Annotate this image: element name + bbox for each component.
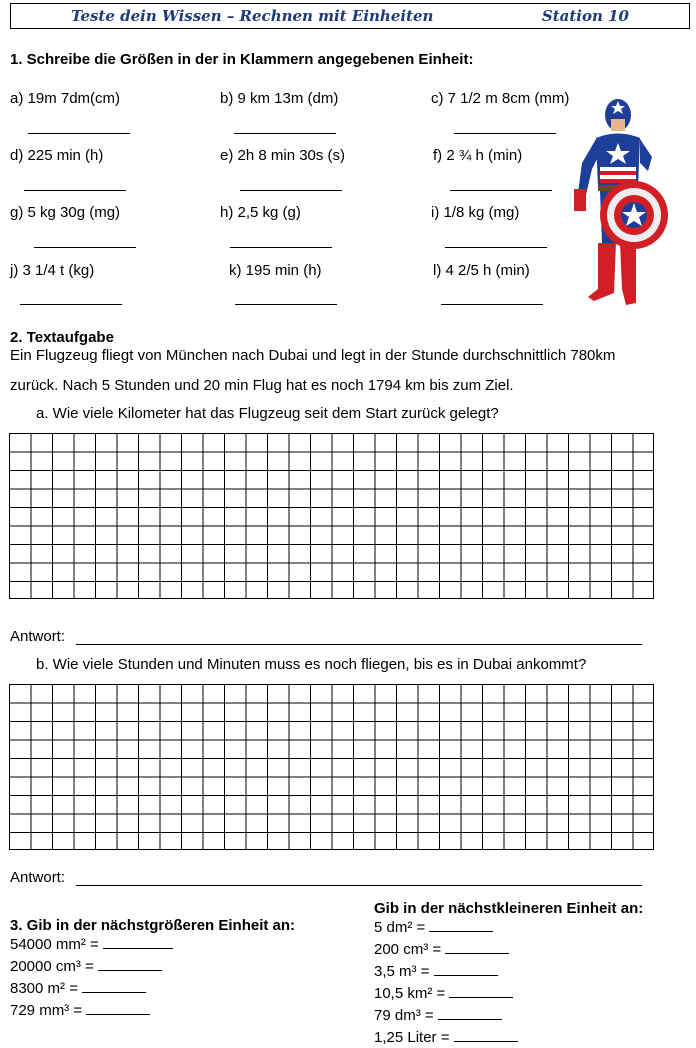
left-blank-4[interactable] <box>86 1002 150 1015</box>
item-e: e) 2h 8 min 30s (s) <box>220 147 346 164</box>
captain-america-figure-icon <box>568 93 672 313</box>
right-item-6: 1,25 Liter = <box>374 1029 518 1046</box>
answer-blank-g[interactable] <box>34 247 136 248</box>
worksheet-title: Teste dein Wissen – Rechnen mit Einheiten <box>71 7 434 25</box>
right-blank-4[interactable] <box>449 985 513 998</box>
right-item-4: 10,5 km² = <box>374 985 513 1002</box>
item-k: k) 195 min (h) <box>229 262 322 279</box>
left-item-2: 20000 cm³ = <box>10 958 162 975</box>
answer-blank-b[interactable] <box>234 133 336 134</box>
item-b: b) 9 km 13m (dm) <box>220 90 339 107</box>
section3-heading-right: Gib in der nächstkleineren Einheit an: <box>374 900 644 917</box>
answer-line-b[interactable] <box>76 885 642 886</box>
item-g: g) 5 kg 30g (mg) <box>10 204 121 221</box>
item-c: c) 7 1/2 m 8cm (mm) <box>431 90 570 107</box>
answer-blank-c[interactable] <box>454 133 556 134</box>
left-item-3: 8300 m² = <box>10 980 146 997</box>
item-l: l) 4 2/5 h (min) <box>433 262 530 279</box>
left-item-4: 729 mm³ = <box>10 1002 150 1019</box>
header-box <box>10 3 690 29</box>
right-item-5: 79 dm³ = <box>374 1007 502 1024</box>
section1-heading: 1. Schreibe die Größen in der in Klammern angegebenen Einheit: <box>10 51 474 68</box>
left-blank-2[interactable] <box>98 958 162 971</box>
answer-blank-i[interactable] <box>445 247 547 248</box>
left-item-1: 54000 mm² = <box>10 936 173 953</box>
right-item-3: 3,5 m³ = <box>374 963 498 980</box>
section3-heading-left: 3. Gib in der nächstgrößeren Einheit an: <box>10 917 296 934</box>
answer-label-b: Antwort: <box>10 869 66 886</box>
item-h: h) 2,5 kg (g) <box>220 204 301 221</box>
item-f: f) 2 ¾ h (min) <box>433 147 523 164</box>
right-blank-1[interactable] <box>429 919 493 932</box>
item-i: i) 1/8 kg (mg) <box>431 204 520 221</box>
answer-blank-e[interactable] <box>240 190 342 191</box>
calculation-grid-a[interactable] <box>9 433 654 599</box>
question-b: b. Wie viele Stunden und Minuten muss es noch fliegen, bis es in Dubai ankommt? <box>36 656 587 673</box>
answer-blank-d[interactable] <box>24 190 126 191</box>
answer-blank-j[interactable] <box>20 304 122 305</box>
item-a: a) 19m 7dm(cm) <box>10 90 121 107</box>
left-blank-3[interactable] <box>82 980 146 993</box>
answer-blank-a[interactable] <box>28 133 130 134</box>
right-blank-2[interactable] <box>445 941 509 954</box>
section2-heading: 2. Textaufgabe <box>10 329 114 346</box>
item-j: j) 3 1/4 t (kg) <box>10 262 95 279</box>
answer-blank-l[interactable] <box>441 304 543 305</box>
answer-line-a[interactable] <box>76 644 642 645</box>
right-blank-3[interactable] <box>434 963 498 976</box>
right-blank-5[interactable] <box>438 1007 502 1020</box>
question-a: a. Wie viele Kilometer hat das Flugzeug seit dem Start zurück gelegt? <box>36 405 499 422</box>
item-d: d) 225 min (h) <box>10 147 104 164</box>
calculation-grid-b[interactable] <box>9 684 654 850</box>
right-item-1: 5 dm² = <box>374 919 493 936</box>
task-text-line2: zurück. Nach 5 Stunden und 20 min Flug hat es noch 1794 km bis zum Ziel. <box>10 377 514 394</box>
task-text-line1: Ein Flugzeug fliegt von München nach Dubai und legt in der Stunde durchschnittlich 780km <box>10 347 616 364</box>
right-item-2: 200 cm³ = <box>374 941 509 958</box>
answer-blank-h[interactable] <box>230 247 332 248</box>
station-label: Station 10 <box>541 7 629 25</box>
left-blank-1[interactable] <box>103 936 173 949</box>
answer-blank-k[interactable] <box>235 304 337 305</box>
right-blank-6[interactable] <box>454 1029 518 1042</box>
answer-label-a: Antwort: <box>10 628 66 645</box>
answer-blank-f[interactable] <box>450 190 552 191</box>
